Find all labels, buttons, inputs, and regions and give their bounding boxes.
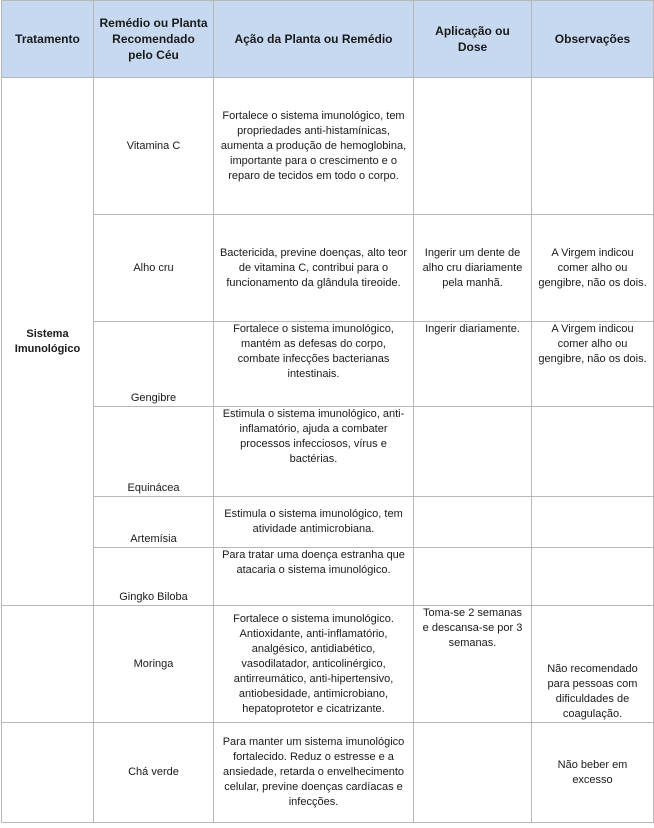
remedio-cell: Moringa: [94, 606, 214, 723]
remedio-cell: Vitamina C: [94, 78, 214, 215]
tratamento-cell-empty: [2, 723, 94, 823]
aplicacao-cell: Ingerir diariamente.: [414, 322, 532, 407]
acao-cell: Fortalece o sistema imunológico. Antioxidante, anti-inflamatório, analgésico, antidiabético, vasodilatador, anticolinérgico, antirreumático, anti-hipertensivo, antiobesidade, antimicrobiano, hepatoprotetor e cicatrizante.: [214, 606, 414, 723]
table-row: [2, 322, 654, 407]
remedio-cell: Gengibre: [94, 322, 214, 407]
observacoes-cell: Não recomendado para pessoas com dificuldades de coagulação.: [532, 606, 654, 723]
remedio-cell: Equinácea: [94, 407, 214, 497]
table-row: [2, 723, 654, 823]
table-row: [2, 606, 654, 723]
aplicacao-cell: [414, 548, 532, 606]
header-row: [2, 1, 654, 78]
category-sistema-imunologico: Sistema Imunológico: [2, 78, 94, 606]
table-row: [2, 407, 654, 497]
aplicacao-cell: [414, 497, 532, 548]
observacoes-cell: A Virgem indicou comer alho ou gengibre, não os dois.: [532, 215, 654, 322]
remedio-cell: Artemísia: [94, 497, 214, 548]
table-row: [2, 497, 654, 548]
acao-cell: Estimula o sistema imunológico, tem atividade antimicrobiana.: [214, 497, 414, 548]
table-row: [2, 215, 654, 322]
remedio-cell: Chá verde: [94, 723, 214, 823]
acao-cell: Fortalece o sistema imunológico, mantém as defesas do corpo, combate infecções bacterianas intestinais.: [214, 322, 414, 407]
table-row: [2, 78, 654, 215]
observacoes-cell: A Virgem indicou comer alho ou gengibre, não os dois.: [532, 322, 654, 407]
header-tratamento: Tratamento: [2, 1, 94, 78]
header-observacoes: Observações: [532, 1, 654, 78]
aplicacao-cell: Ingerir um dente de alho cru diariamente pela manhã.: [414, 215, 532, 322]
header-aplicacao: Aplicação ou Dose: [414, 1, 532, 78]
remedio-cell: Gingko Biloba: [94, 548, 214, 606]
acao-cell: Para manter um sistema imunológico fortalecido. Reduz o estresse e a ansiedade, retarda o envelhecimento celular, previne doenças cardíacas e infecções.: [214, 723, 414, 823]
acao-cell: Fortalece o sistema imunológico, tem propriedades anti-histamínicas, aumenta a produção de hemoglobina, importante para o crescimento e o reparo de tecidos em todo o corpo.: [214, 78, 414, 215]
acao-cell: Para tratar uma doença estranha que atacaria o sistema imunológico.: [214, 548, 414, 606]
aplicacao-cell: [414, 723, 532, 823]
aplicacao-cell: [414, 78, 532, 215]
observacoes-cell: [532, 78, 654, 215]
table-row: [2, 548, 654, 606]
acao-cell: Estimula o sistema imunológico, anti-inflamatório, ajuda a combater processos infecciosos, vírus e bactérias.: [214, 407, 414, 497]
remedio-cell: Alho cru: [94, 215, 214, 322]
observacoes-cell: [532, 548, 654, 606]
observacoes-cell: [532, 497, 654, 548]
acao-cell: Bactericida, previne doenças, alto teor de vitamina C, contribui para o funcionamento da glândula tireoide.: [214, 215, 414, 322]
aplicacao-cell: Toma-se 2 semanas e descansa-se por 3 semanas.: [414, 606, 532, 723]
header-acao: Ação da Planta ou Remédio: [214, 1, 414, 78]
aplicacao-cell: [414, 407, 532, 497]
header-remedio: Remédio ou Planta Recomendado pelo Céu: [94, 1, 214, 78]
tratamento-cell-empty: [2, 606, 94, 723]
observacoes-cell: [532, 407, 654, 497]
observacoes-cell: Não beber em excesso: [532, 723, 654, 823]
treatment-table: [1, 0, 654, 823]
